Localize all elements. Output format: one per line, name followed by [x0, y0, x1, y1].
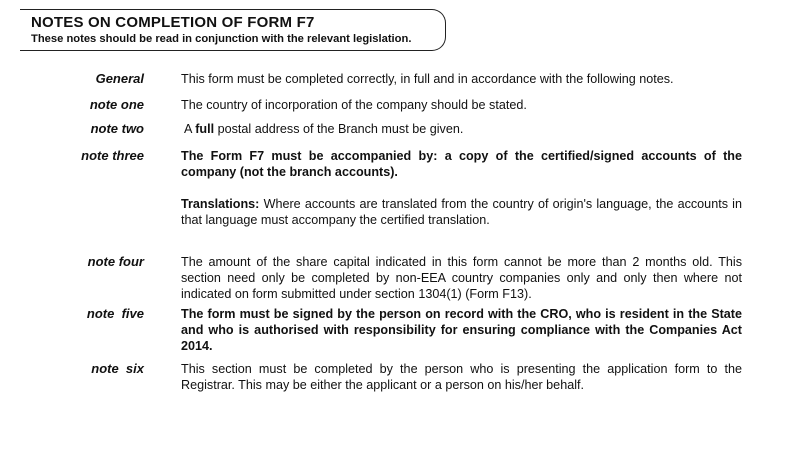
note-text-two	[184, 121, 745, 137]
note-text-six: This section must be completed by the person who is presenting the application form to the Registrar. This may be either the applicant or a person on his/her behalf.	[181, 362, 742, 392]
note-text-three-translations	[181, 196, 742, 228]
note-text-three: The Form F7 must be accompanied by: a copy of the certified/signed accounts of the company (not the branch accounts).	[181, 149, 742, 179]
note-label-four: note four	[87, 254, 144, 269]
note-label-five: note five	[86, 306, 144, 321]
note-two-text-b: postal address of the Branch must be given.	[214, 122, 464, 136]
translations-text: Where accounts are translated from the country of origin's language, the accounts in that language must accompany the certified translation.	[181, 197, 742, 227]
note-text-one: The country of incorporation of the company should be stated.	[181, 98, 527, 112]
note-two-text-bold: full	[195, 122, 215, 136]
note-text-four: The amount of the share capital indicated in this form cannot be more than 2 months old. This section need only be completed by non-EEA country companies only and only then where not indicated on form submitted under section 1304(1) (Form F13).	[181, 255, 742, 301]
note-label-six: note six	[91, 361, 144, 376]
note-label-two: note two	[90, 121, 144, 136]
page-subtitle: These notes should be read in conjunction with the relevant legislation.	[31, 33, 412, 45]
page-title: NOTES ON COMPLETION OF FORM F7	[31, 14, 315, 31]
translations-label: Translations:	[181, 197, 260, 211]
note-text-general: This form must be completed correctly, in full and in accordance with the following notes.	[181, 72, 674, 86]
note-two-text-a: A	[184, 122, 196, 136]
note-label-one: note one	[89, 97, 144, 112]
note-text-five: The form must be signed by the person on record with the CRO, who is resident in the State and who is authorised with responsibility for ensuring compliance with the Companies Act 2014.	[181, 307, 742, 353]
note-label-general: General	[95, 71, 144, 86]
note-label-three: note three	[81, 148, 144, 163]
